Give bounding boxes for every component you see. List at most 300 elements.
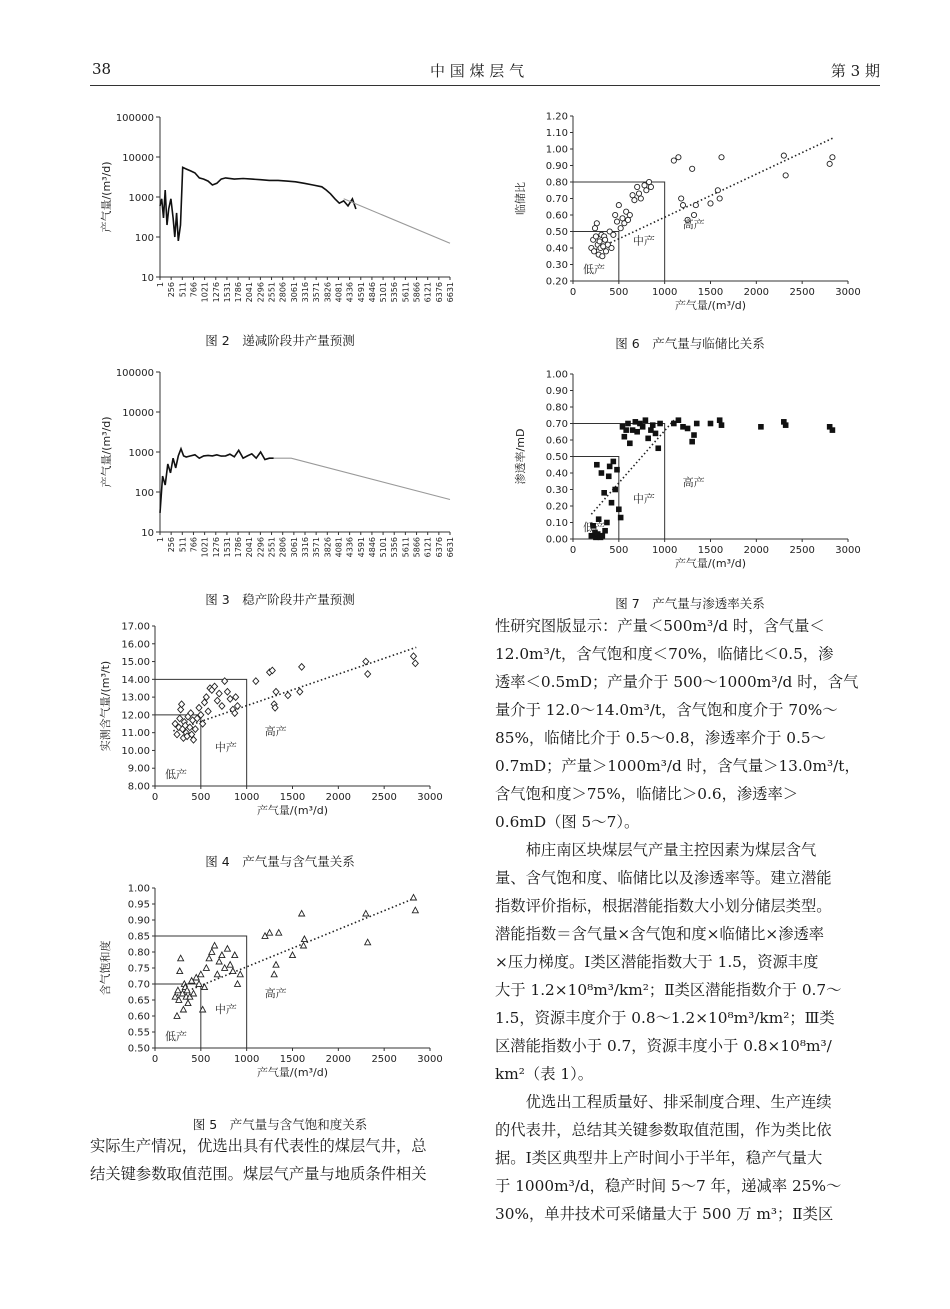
x-tick-label: 2500 <box>789 287 815 298</box>
data-point <box>719 422 725 428</box>
figure-3 <box>90 360 460 580</box>
x-tick-label: 1000 <box>233 1054 260 1065</box>
chart-fig6 <box>510 108 870 323</box>
x-tick-label: 4591 <box>356 537 366 558</box>
x-tick-label: 6376 <box>434 282 444 303</box>
data-point <box>650 422 656 428</box>
data-point <box>609 500 615 506</box>
data-point <box>214 697 220 704</box>
y-tick-label: 10 <box>141 528 154 539</box>
chart-fig7 <box>510 366 870 581</box>
y-axis-label: 实测含气量/(m³/t) <box>99 660 112 752</box>
data-point <box>301 936 307 942</box>
x-tick-label: 1000 <box>233 792 260 803</box>
data-point <box>219 703 225 710</box>
data-point <box>680 203 685 208</box>
y-tick-label: 16.00 <box>121 639 150 651</box>
data-point <box>623 427 629 433</box>
data-point <box>216 958 222 964</box>
x-tick-label: 4336 <box>345 282 355 303</box>
text-line: 12.0m³/t，含气饱和度＜70%，临储比＜0.5，渗 <box>495 645 834 663</box>
data-point <box>233 694 239 701</box>
data-point <box>227 962 233 968</box>
data-point <box>253 678 259 685</box>
data-point <box>625 421 631 427</box>
data-point <box>627 441 633 447</box>
data-point <box>653 431 659 437</box>
y-tick-label: 1000 <box>128 193 154 204</box>
x-tick-label: 4846 <box>367 537 377 558</box>
y-tick-label: 0.75 <box>127 963 150 975</box>
x-tick-label: 5101 <box>379 282 389 303</box>
x-tick-label: 1786 <box>234 282 244 303</box>
data-point <box>174 1013 180 1019</box>
data-point <box>180 1006 186 1012</box>
text-line: km²（表 1）。 <box>495 1065 594 1083</box>
region-label-high: 高产 <box>264 986 287 1000</box>
y-tick-label: 0.70 <box>545 194 568 205</box>
data-point <box>602 237 607 242</box>
text-line: 优选出工程质量好、排采制度合理、生产连续 <box>495 1093 832 1111</box>
data-point <box>412 660 418 667</box>
data-point <box>592 226 597 231</box>
y-tick-label: 0.40 <box>545 468 568 480</box>
chart-fig5 <box>95 880 445 1100</box>
text-line: 潜能指数＝含气量×含气饱和度×临储比×渗透率 <box>495 925 825 943</box>
data-point <box>622 434 628 440</box>
x-tick-label: 766 <box>189 282 199 298</box>
text-line: 0.6mD（图 5～7）。 <box>495 813 640 831</box>
text-line: ×压力梯度。Ⅰ类区潜能指数大于 1.5，资源丰度 <box>495 953 819 971</box>
x-tick-label: 0 <box>569 545 577 556</box>
x-tick-label: 1000 <box>651 545 678 556</box>
data-point <box>235 703 241 710</box>
data-point <box>411 894 417 900</box>
region-label-low: 低产 <box>165 1030 187 1043</box>
data-point <box>717 417 723 423</box>
series-forecast-line <box>344 199 450 243</box>
y-tick-label: 0.90 <box>127 915 150 927</box>
data-point <box>607 464 613 470</box>
data-point <box>232 952 238 958</box>
x-tick-label: 2296 <box>256 282 266 303</box>
data-point <box>630 193 635 198</box>
data-point <box>591 249 596 254</box>
figure-5 <box>95 880 445 1100</box>
y-tick-label: 1000 <box>128 448 154 459</box>
y-tick-label: 100000 <box>115 113 154 124</box>
y-axis-label: 产气量/(m³/d) <box>100 416 113 488</box>
y-tick-label: 0.20 <box>545 501 568 513</box>
y-tick-label: 15.00 <box>121 657 150 669</box>
series-actual-line <box>160 167 356 241</box>
x-tick-label: 1276 <box>211 537 221 558</box>
x-tick-label: 3826 <box>323 537 333 558</box>
text-line: 于 1000m³/d，稳产时间 5～7 年，递减率 25%～ <box>495 1177 842 1195</box>
data-point <box>203 965 209 971</box>
data-point <box>603 249 608 254</box>
figure-2 <box>90 105 460 325</box>
x-tick-label: 1786 <box>234 537 244 558</box>
region-label-low: 低产 <box>165 768 187 781</box>
x-tick-label: 766 <box>189 537 199 553</box>
data-point <box>717 196 722 201</box>
x-tick-label: 1500 <box>697 287 724 298</box>
x-tick-label: 1 <box>156 537 165 543</box>
y-tick-label: 0.85 <box>127 931 150 943</box>
x-axis-label: 产气量/(m³/d) <box>674 557 747 570</box>
data-point <box>276 930 282 936</box>
data-point <box>177 715 183 722</box>
data-point <box>640 424 646 430</box>
x-tick-label: 0 <box>151 792 159 803</box>
y-tick-label: 0.70 <box>545 419 568 430</box>
page-number: 38 <box>92 60 112 78</box>
data-point <box>693 203 698 208</box>
data-point <box>216 690 222 697</box>
text-line: 区潜能指数小于 0.7，资源丰度小于 0.8×10⁸m³/ <box>495 1037 832 1055</box>
data-point <box>212 942 218 948</box>
y-tick-label: 0.60 <box>127 1011 150 1023</box>
y-tick-label: 0.60 <box>545 435 568 447</box>
x-tick-label: 2551 <box>267 282 277 303</box>
x-tick-label: 3000 <box>417 1054 443 1065</box>
region-label-mid: 中产 <box>632 234 655 248</box>
data-point <box>178 955 184 961</box>
y-tick-label: 0.20 <box>545 276 568 288</box>
text-line: 量介于 12.0～14.0m³/t，含气饱和度介于 70%～ <box>495 701 838 719</box>
x-tick-label: 1531 <box>222 282 232 303</box>
trend-line <box>592 137 834 251</box>
region-label-high: 高产 <box>264 724 287 738</box>
y-tick-label: 0.60 <box>545 210 568 222</box>
data-point <box>634 429 640 435</box>
data-point <box>606 474 612 480</box>
data-point <box>679 196 684 201</box>
chart-fig2 <box>90 105 460 325</box>
data-point <box>593 234 598 239</box>
data-point <box>614 467 620 473</box>
x-tick-label: 1500 <box>279 1054 306 1065</box>
series-actual-line <box>160 449 274 513</box>
data-point <box>267 930 273 936</box>
text-line: 85%，临储比介于 0.5～0.8，渗透率介于 0.5～ <box>495 729 826 747</box>
x-tick-label: 1021 <box>200 282 210 303</box>
data-point <box>620 216 625 221</box>
data-point <box>601 490 607 496</box>
x-tick-label: 5611 <box>401 282 411 303</box>
data-point <box>412 907 418 913</box>
y-tick-label: 17.00 <box>121 621 150 633</box>
data-point <box>273 688 279 695</box>
x-tick-label: 5101 <box>379 537 389 558</box>
data-point <box>365 671 371 678</box>
y-tick-label: 1.00 <box>127 883 150 895</box>
x-tick-label: 256 <box>167 537 177 553</box>
data-point <box>689 439 695 445</box>
y-axis-label: 产气量/(m³/d) <box>100 161 113 233</box>
x-tick-label: 2000 <box>325 792 352 803</box>
y-tick-label: 0.90 <box>545 161 568 172</box>
x-tick-label: 6631 <box>446 537 455 558</box>
data-point <box>691 432 697 438</box>
x-tick-label: 5356 <box>390 537 400 558</box>
caption-fig7: 图 7 产气量与渗透率关系 <box>615 596 765 611</box>
x-axis-label: 产气量/(m³/d) <box>256 1066 329 1079</box>
x-tick-label: 2500 <box>789 545 815 556</box>
data-point <box>644 188 649 193</box>
data-point <box>708 201 713 206</box>
x-tick-label: 3316 <box>301 282 310 303</box>
y-tick-label: 100000 <box>115 368 154 379</box>
data-point <box>690 166 695 171</box>
x-tick-label: 2041 <box>245 282 255 303</box>
left-column-text <box>90 1132 465 1188</box>
data-point <box>365 939 371 945</box>
y-tick-label: 0.80 <box>545 177 568 189</box>
data-point <box>219 952 225 958</box>
y-tick-label: 13.00 <box>121 692 150 704</box>
data-point <box>618 226 623 231</box>
x-tick-label: 0 <box>569 287 577 298</box>
region-label-mid: 中产 <box>214 740 237 754</box>
y-tick-label: 0.90 <box>545 386 568 397</box>
data-point <box>196 704 202 711</box>
data-point <box>632 198 637 203</box>
data-point <box>715 188 720 193</box>
text-line: 量、含气饱和度、临储比以及渗透率等。建立潜能 <box>495 869 832 887</box>
data-point <box>178 706 184 713</box>
y-tick-label: 0.80 <box>545 402 568 414</box>
x-tick-label: 2806 <box>278 282 288 303</box>
y-tick-label: 100 <box>134 233 154 244</box>
data-point <box>685 426 691 432</box>
text-line: 柿庄南区块煤层气产量主控因素为煤层含气 <box>495 841 817 859</box>
x-tick-label: 511 <box>178 282 188 298</box>
x-tick-label: 3000 <box>417 792 443 803</box>
x-tick-label: 4846 <box>367 282 377 303</box>
text-line: 指数评价指标，根据潜能指数大小划分储层类型。 <box>495 897 832 915</box>
figure-6 <box>510 108 870 323</box>
y-tick-label: 0.70 <box>127 979 150 991</box>
x-tick-label: 2000 <box>743 287 770 298</box>
data-point <box>708 421 714 427</box>
data-point <box>635 184 640 189</box>
data-point <box>616 507 622 513</box>
data-point <box>827 161 832 166</box>
y-tick-label: 0.65 <box>127 995 150 1007</box>
data-point <box>299 910 305 916</box>
text-line: 透率＜0.5mD；产量介于 500～1000m³/d 时，含气 <box>495 673 859 691</box>
data-point <box>636 191 641 196</box>
x-tick-label: 3061 <box>289 282 299 303</box>
data-point <box>638 196 643 201</box>
x-tick-label: 2500 <box>371 792 397 803</box>
region-label-low: 低产 <box>583 263 605 276</box>
y-tick-label: 12.00 <box>121 710 150 722</box>
data-point <box>618 515 624 521</box>
y-axis-label: 渗透率/mD <box>514 428 527 485</box>
data-point <box>671 158 676 163</box>
data-point <box>174 731 180 738</box>
issue-number: 第 3 期 <box>830 62 880 80</box>
data-point <box>614 219 619 224</box>
series-forecast-line <box>274 458 450 499</box>
x-tick-label: 500 <box>191 792 211 803</box>
y-tick-label: 0.55 <box>127 1027 150 1039</box>
data-point <box>411 653 417 660</box>
x-tick-label: 500 <box>609 545 629 556</box>
data-point <box>363 910 369 916</box>
data-point <box>600 254 605 259</box>
data-point <box>192 726 198 733</box>
data-point <box>271 971 277 977</box>
region-label-mid: 中产 <box>214 1002 237 1016</box>
y-tick-label: 1.20 <box>545 111 568 123</box>
data-point <box>222 678 228 685</box>
x-tick-label: 1000 <box>651 287 678 298</box>
x-tick-label: 1531 <box>222 537 232 558</box>
y-tick-label: 11.00 <box>121 728 150 740</box>
data-point <box>611 459 617 465</box>
text-line: 性研究图版显示：产量＜500m³/d 时，含气量＜ <box>495 617 825 635</box>
x-axis-label: 产气量/(m³/d) <box>674 299 747 312</box>
data-point <box>191 990 197 996</box>
x-tick-label: 2000 <box>325 1054 352 1065</box>
data-point <box>230 968 236 974</box>
y-tick-label: 10000 <box>122 408 154 419</box>
y-tick-label: 10 <box>141 273 154 284</box>
x-tick-label: 500 <box>191 1054 211 1065</box>
x-tick-label: 5866 <box>412 282 422 303</box>
y-tick-label: 0.50 <box>127 1043 150 1055</box>
y-tick-label: 0.10 <box>545 518 568 529</box>
data-point <box>781 153 786 158</box>
y-tick-label: 0.30 <box>545 260 568 271</box>
data-point <box>198 971 204 977</box>
x-tick-label: 3826 <box>323 282 333 303</box>
data-point <box>177 968 183 974</box>
x-tick-label: 2296 <box>256 537 266 558</box>
data-point <box>645 436 651 442</box>
x-tick-label: 3571 <box>312 282 322 303</box>
data-point <box>676 155 681 160</box>
x-tick-label: 5866 <box>412 537 422 558</box>
region-label-mid: 中产 <box>632 492 655 506</box>
data-point <box>648 184 653 189</box>
x-tick-label: 1500 <box>279 792 306 803</box>
chart-fig4 <box>95 618 445 838</box>
y-tick-label: 1.00 <box>545 144 568 156</box>
x-tick-label: 2500 <box>371 1054 397 1065</box>
y-tick-label: 14.00 <box>121 674 150 686</box>
data-point <box>175 987 181 993</box>
x-tick-label: 3000 <box>835 287 861 298</box>
text-line: 据。Ⅰ类区典型井上产时间小于半年，稳产气量大 <box>495 1149 823 1167</box>
x-tick-label: 1276 <box>211 282 221 303</box>
data-point <box>206 955 212 961</box>
x-tick-label: 4591 <box>356 282 366 303</box>
header-rule <box>90 85 880 86</box>
data-point <box>758 424 764 430</box>
x-tick-label: 511 <box>178 537 188 553</box>
region-label-low: 低产 <box>583 521 605 534</box>
trend-line <box>173 898 416 997</box>
data-point <box>694 421 700 427</box>
x-tick-label: 4336 <box>345 537 355 558</box>
x-tick-label: 3000 <box>835 545 861 556</box>
x-tick-label: 3316 <box>301 537 310 558</box>
data-point <box>612 487 618 493</box>
data-point <box>655 445 661 451</box>
data-point <box>719 155 724 160</box>
x-tick-label: 1500 <box>697 545 724 556</box>
data-point <box>642 183 647 188</box>
text-line: 实际生产情况，优选出具有代表性的煤层气井，总 <box>90 1137 427 1155</box>
data-point <box>594 462 600 468</box>
data-point <box>616 203 621 208</box>
text-line: 30%，单井技术可采储量大于 500 万 m³；Ⅱ类区 <box>495 1205 834 1223</box>
x-tick-label: 5356 <box>390 282 400 303</box>
y-tick-label: 9.00 <box>127 763 150 775</box>
y-tick-label: 0.80 <box>127 947 150 959</box>
y-tick-label: 0.40 <box>545 243 568 255</box>
x-tick-label: 256 <box>167 282 177 298</box>
caption-fig3: 图 3 稳产阶段井产量预测 <box>205 592 355 607</box>
x-tick-label: 2551 <box>267 537 277 558</box>
y-tick-label: 100 <box>134 488 154 499</box>
y-tick-label: 0.00 <box>545 534 568 546</box>
x-tick-label: 4081 <box>334 282 344 303</box>
figure-4 <box>95 618 445 838</box>
data-point <box>599 470 605 476</box>
y-tick-label: 0.50 <box>545 227 568 238</box>
text-line: 1.5，资源丰度介于 0.8～1.2×10⁸m³/km²；Ⅲ类 <box>495 1009 835 1027</box>
x-tick-label: 6376 <box>434 537 444 558</box>
caption-fig5: 图 5 产气量与含气饱和度关系 <box>192 1117 368 1132</box>
text-line: 0.7mD；产量＞1000m³/d 时，含气量＞13.0m³/t， <box>495 757 860 775</box>
data-point <box>224 946 230 952</box>
data-point <box>235 981 241 987</box>
data-point <box>299 664 305 671</box>
x-tick-label: 5611 <box>401 537 411 558</box>
y-tick-label: 0.50 <box>545 452 568 463</box>
y-tick-label: 8.00 <box>127 781 150 793</box>
data-point <box>224 688 230 695</box>
data-point <box>205 708 211 715</box>
region-label-high: 高产 <box>682 218 705 232</box>
data-point <box>830 155 835 160</box>
x-tick-label: 6631 <box>446 282 455 303</box>
data-point <box>237 971 243 977</box>
data-point <box>179 701 185 708</box>
data-point <box>625 217 630 222</box>
figure-7 <box>510 366 870 581</box>
text-line: 的代表井，总结其关键参数取值范围，作为类比依 <box>495 1121 832 1139</box>
data-point <box>214 971 220 977</box>
data-point <box>209 949 215 955</box>
y-tick-label: 10000 <box>122 153 154 164</box>
data-point <box>594 221 599 226</box>
x-tick-label: 4081 <box>334 537 344 558</box>
chart-fig3 <box>90 360 460 580</box>
data-point <box>691 212 696 217</box>
data-point <box>643 417 649 423</box>
y-tick-label: 1.10 <box>545 128 568 139</box>
caption-fig2: 图 2 递减阶段井产量预测 <box>205 333 355 348</box>
x-axis-label: 产气量/(m³/d) <box>256 804 329 817</box>
text-line: 大于 1.2×10⁸m³/km²；Ⅱ类区潜能指数介于 0.7～ <box>495 981 842 999</box>
